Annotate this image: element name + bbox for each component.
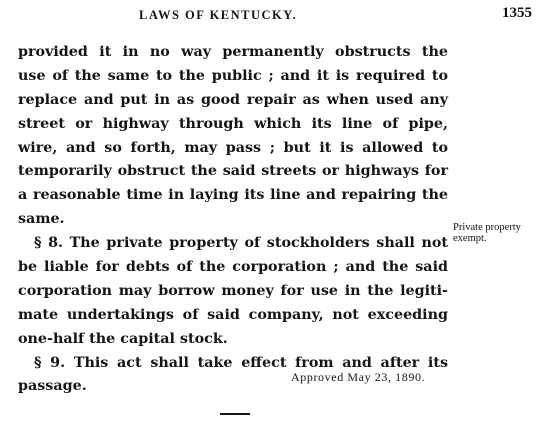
text-line: passage.: [18, 378, 87, 395]
text-line: mate undertakings of said company, not exceeding: [18, 306, 448, 323]
section-9-line: § 9. This act shall take effect from and after its: [34, 354, 448, 371]
running-head: LAWS OF KENTUCKY.: [139, 8, 298, 22]
statute-text: [18, 41, 448, 399]
text-line: one-half the capital stock.: [18, 330, 228, 347]
margin-note: [453, 222, 548, 244]
margin-note-line: exempt.: [453, 233, 487, 244]
margin-note-line: Private property: [453, 222, 521, 233]
approval-line: Approved May 23, 1890.: [291, 370, 426, 384]
text-line: wire, and so forth, may pass ; but it is allowed to: [18, 139, 448, 156]
end-rule: [220, 413, 250, 415]
text-line: be liable for debts of the corporation ; and the said: [18, 259, 448, 276]
text-line: a reasonable time in laying its line and repairing the: [18, 187, 448, 204]
text-line: street or highway through which its line of pipe,: [18, 115, 448, 132]
text-line: use of the same to the public ; and it is required to: [18, 67, 448, 84]
text-line: replace and put in as good repair as when used any: [18, 91, 448, 108]
page-number: 1355: [502, 5, 532, 21]
text-line: provided it in no way permanently obstructs the: [18, 44, 448, 60]
text-line: corporation may borrow money for use in the legiti-: [18, 282, 448, 299]
section-8-line: § 8. The private property of stockholders shall not: [34, 235, 448, 252]
text-line: temporarily obstruct the said streets or highways for: [18, 163, 448, 180]
text-line: same.: [18, 211, 65, 228]
